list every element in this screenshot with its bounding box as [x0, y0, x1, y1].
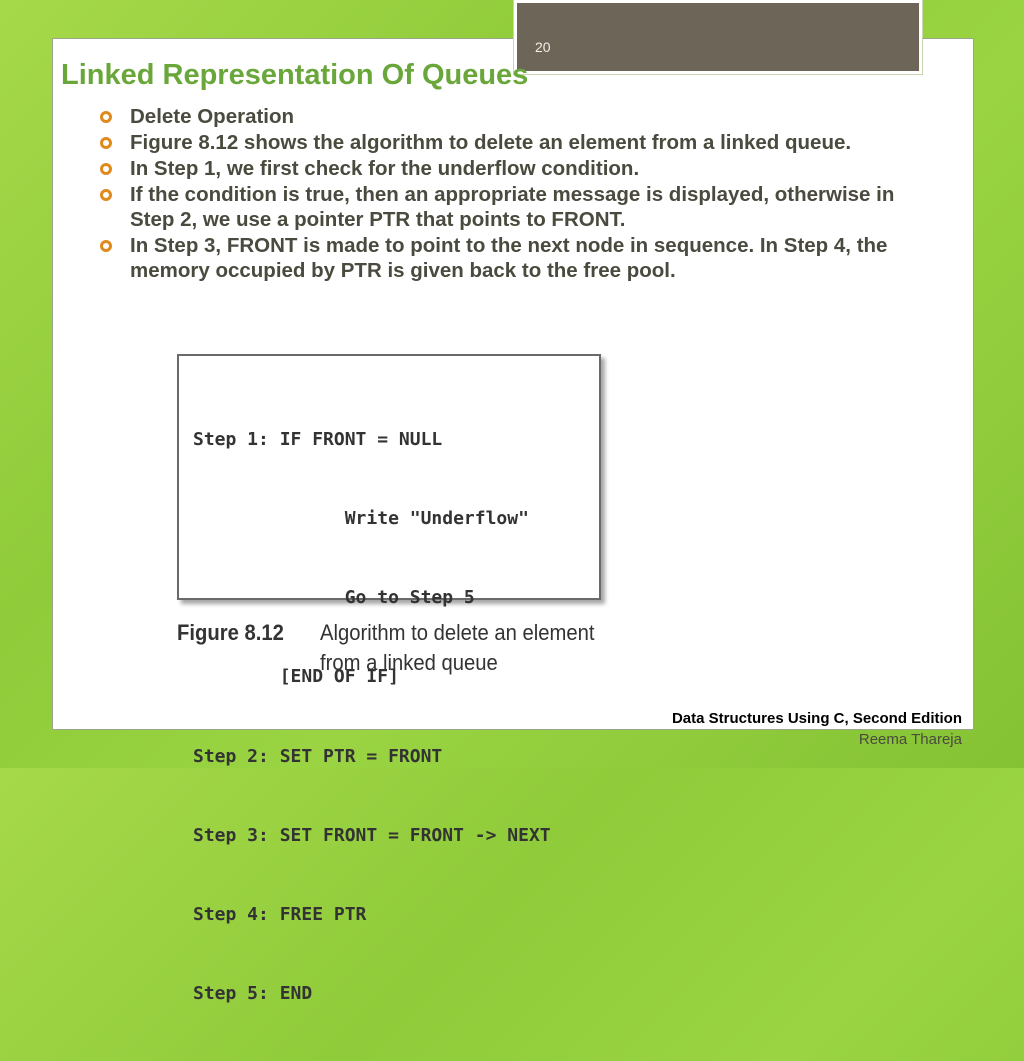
- circle-bullet-icon: [100, 240, 112, 252]
- code-line: [END OF IF]: [193, 666, 399, 688]
- code-line: Write "Underflow": [193, 508, 529, 530]
- footer-author: Reema Thareja: [858, 731, 962, 748]
- slide-title: Linked Representation Of Queues: [61, 59, 529, 91]
- bullet-text: Figure 8.12 shows the algorithm to delete an element from a linked queue.: [130, 131, 852, 154]
- circle-bullet-icon: [100, 111, 112, 123]
- bullet-text: In Step 1, we first check for the underflow condition.: [130, 157, 640, 180]
- caption-text: Algorithm to delete an element from a linked queue: [320, 620, 595, 675]
- circle-bullet-icon: [100, 163, 112, 175]
- bullet-text: Delete Operation: [130, 105, 295, 128]
- bullet-text: In Step 3, FRONT is made to point to the next node in sequence. In Step 4, the memory occupied by PTR is given back to the free pool.: [130, 234, 888, 282]
- bullet-item: [100, 156, 920, 181]
- code-line: Go to Step 5: [193, 587, 475, 609]
- code-line: Step 3: SET FRONT = FRONT -> NEXT: [193, 824, 551, 846]
- footer-book-title: Data Structures Using C, Second Edition: [671, 710, 962, 727]
- code-line: Step 1: IF FRONT = NULL: [193, 428, 443, 450]
- caption-label: Figure 8.12: [177, 620, 284, 645]
- circle-bullet-icon: [100, 137, 112, 149]
- bullet-item: [100, 104, 920, 129]
- code-line: Step 2: SET PTR = FRONT: [193, 745, 443, 767]
- bullet-item: [100, 130, 920, 155]
- algorithm-code: [193, 374, 551, 1061]
- circle-bullet-icon: [100, 189, 112, 201]
- page-number-tab: [514, 0, 922, 74]
- code-line: Step 5: END: [193, 983, 313, 1005]
- bullet-item: [100, 182, 920, 232]
- bullet-text: If the condition is true, then an appropriate message is displayed, otherwise in Step 2, we use a pointer PTR that points to FRONT.: [130, 183, 895, 231]
- page-number: 20: [535, 39, 551, 55]
- code-line: Step 4: FREE PTR: [193, 904, 367, 926]
- bullet-list: [100, 104, 920, 284]
- bullet-item: [100, 233, 920, 283]
